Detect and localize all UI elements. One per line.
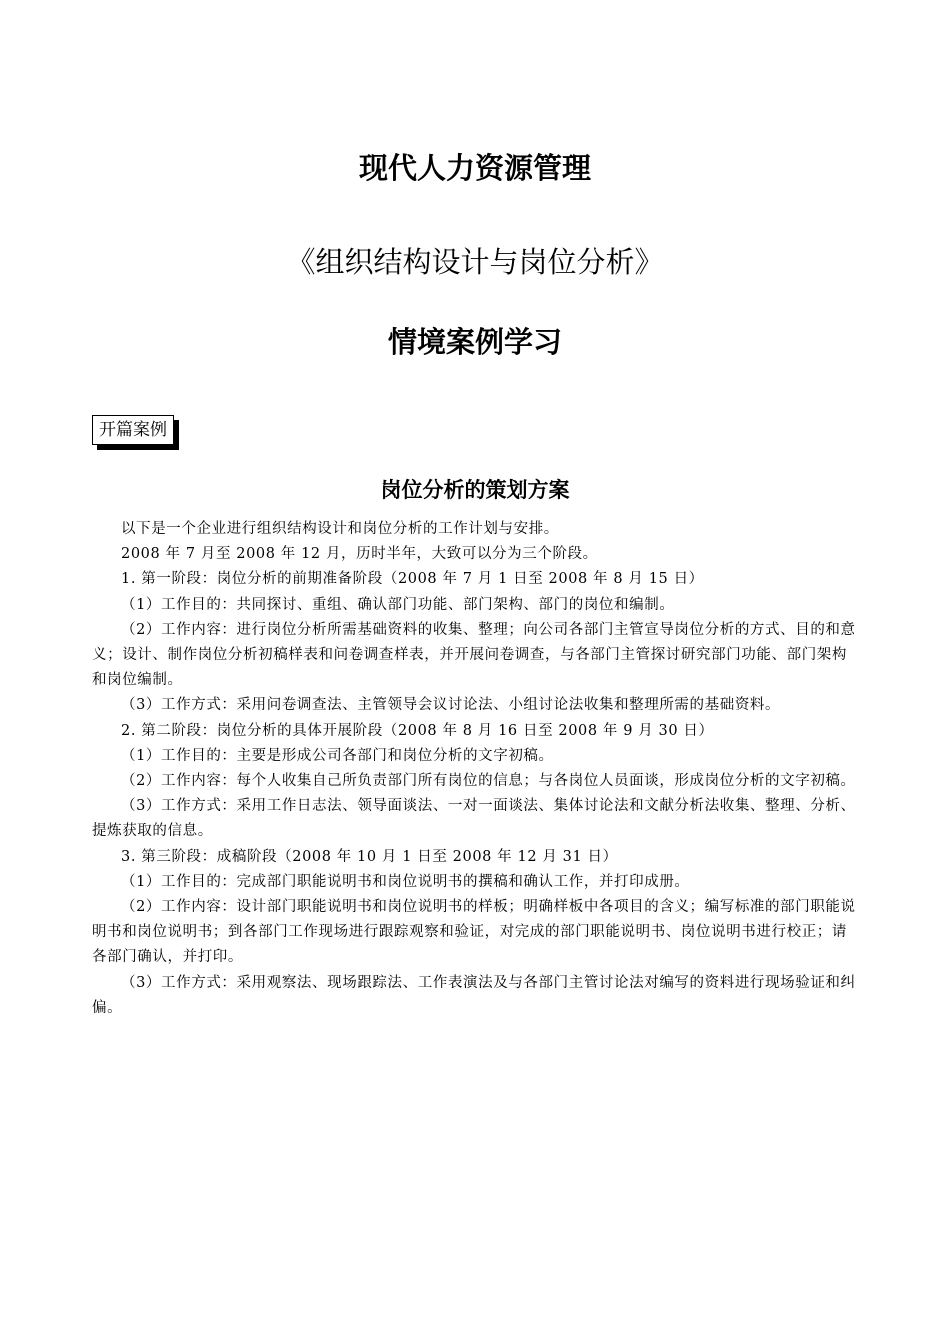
paragraph: （3）工作方式：采用观察法、现场跟踪法、工作表演法及与各部门主管讨论法对编写的资料进行现场验证和纠偏。	[92, 974, 856, 1016]
title-line-2: 《组织结构设计与岗位分析》	[286, 245, 664, 279]
paragraph: （3）工作方式：采用问卷调查法、主管领导会议讨论法、小组讨论法收集和整理所需的基础资料。	[121, 697, 781, 714]
paragraph: （1）工作目的：主要是形成公司各部门和岗位分析的文字初稿。	[121, 747, 554, 764]
paragraph: 2. 第二阶段：岗位分析的具体开展阶段（2008 年 8 月 16 日至 2008 年 9 月 30 日）	[121, 722, 714, 739]
paragraph: 以下是一个企业进行组织结构设计和岗位分析的工作计划与安排。	[121, 521, 559, 537]
paragraph: （2）工作内容：设计部门职能说明书和岗位说明书的样板；明确样板中各项目的含义；编写标准的部门职能说明书和岗位说明书；到各部门工作现场进行跟踪观察和验证，对完成的部门职能说明书、岗位说明书进行校正；请各部门确认，并打印。	[92, 899, 856, 966]
paragraph: 1. 第一阶段：岗位分析的前期准备阶段（2008 年 7 月 1 日至 2008 年 8 月 15 日）	[121, 571, 704, 588]
paragraph: 2008 年 7 月至 2008 年 12 月，历时半年，大致可以分为三个阶段。	[121, 546, 598, 563]
case-badge	[92, 415, 174, 445]
paragraph: （1）工作目的：完成部门职能说明书和岗位说明书的撰稿和确认工作，并打印成册。	[121, 873, 690, 890]
title-line-1: 现代人力资源管理	[358, 151, 591, 185]
paragraph: 3. 第三阶段：成稿阶段（2008 年 10 月 1 日至 2008 年 12 月 31 日）	[121, 848, 618, 865]
case-badge-label: 开篇案例	[92, 415, 174, 445]
paragraph: （3）工作方式：采用工作日志法、领导面谈法、一对一面谈法、集体讨论法和文献分析法收集、整理、分析、提炼获取的信息。	[92, 798, 856, 840]
paragraph: （2）工作内容：进行岗位分析所需基础资料的收集、整理；向公司各部门主管宣导岗位分析的方式、目的和意义；设计、制作岗位分析初稿样表和问卷调查样表，并开展问卷调查，与各部门主管探讨研究部门功能、部门架构和岗位编制。	[92, 621, 856, 689]
body-text	[92, 517, 862, 1021]
section-subtitle: 岗位分析的策划方案	[380, 478, 570, 502]
title-line-3: 情境案例学习	[387, 325, 562, 359]
paragraph: （2）工作内容：每个人收集自己所负责部门所有岗位的信息；与各岗位人员面谈，形成岗位分析的文字初稿。	[121, 773, 856, 790]
paragraph: （1）工作目的：共同探讨、重组、确认部门功能、部门架构、部门的岗位和编制。	[121, 596, 675, 613]
